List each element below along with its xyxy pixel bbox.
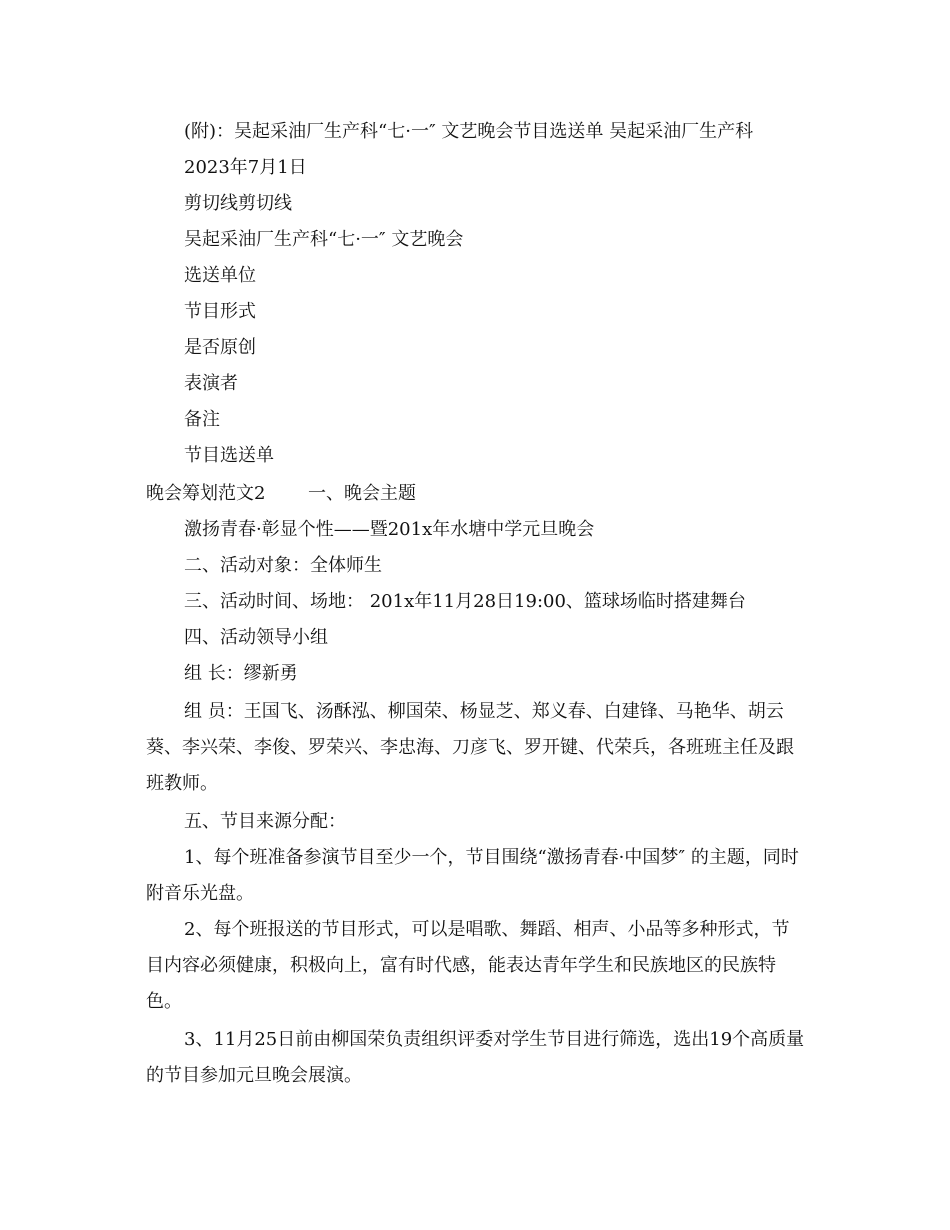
date-line: 2023年7月1日	[184, 157, 307, 178]
form-field-type: 节目形式	[184, 301, 256, 322]
rule-2-paragraph: 2、每个班报送的节目形式，可以是唱歌、舞蹈、相声、小品等多种形式，节目内容必须健康，积极向上，富有时代感，能表达青年学生和民族地区的民族特色。	[146, 919, 790, 1012]
form-title: 吴起采油厂生产科“七·一″ 文艺晚会	[184, 229, 464, 250]
audience-line: 二、活动对象：全体师生	[184, 555, 382, 576]
form-field-performer: 表演者	[184, 373, 238, 394]
theme-line: 激扬青春·彰显个性——暨201x年水塘中学元旦晚会	[184, 519, 595, 540]
rule-3-paragraph: 3、11月25日前由柳国荣负责组织评委对学生节目进行筛选，选出19个高质量的节目参加元旦晚会展演。	[146, 1029, 805, 1086]
members-paragraph: 组 员：王国飞、汤酥泓、柳国荣、杨显芝、郑义春、白建锋、马艳华、胡云葵、李兴荣、李俊、罗荣兴、李忠海、刀彦飞、罗开键、代荣兵，各班班主任及跟班教师。	[146, 701, 794, 794]
section-subheading: 一、晚会主题	[308, 483, 416, 504]
form-field-unit: 选送单位	[184, 265, 256, 286]
leadership-heading: 四、活动领导小组	[184, 627, 328, 648]
form-field-original: 是否原创	[184, 337, 256, 358]
group-leader-line: 组 长：缪新勇	[184, 663, 298, 684]
attachment-title: (附)：吴起采油厂生产科“七·一″ 文艺晚会节目选送单 吴起采油厂生产科	[184, 121, 754, 142]
form-field-remarks: 备注	[184, 409, 220, 430]
section-heading: 晚会筹划范文2	[146, 483, 266, 504]
time-venue-line: 三、活动时间、场地： 201x年11月28日19:00、篮球场临时搭建舞台	[184, 591, 746, 612]
program-source-heading: 五、节目来源分配：	[184, 811, 346, 832]
form-footer-title: 节目选送单	[184, 445, 274, 466]
rule-1-paragraph: 1、每个班准备参演节目至少一个，节目围绕“激扬青春·中国梦″ 的主题，同时附音乐光盘。	[146, 847, 799, 904]
cut-line-label: 剪切线剪切线	[184, 193, 292, 214]
